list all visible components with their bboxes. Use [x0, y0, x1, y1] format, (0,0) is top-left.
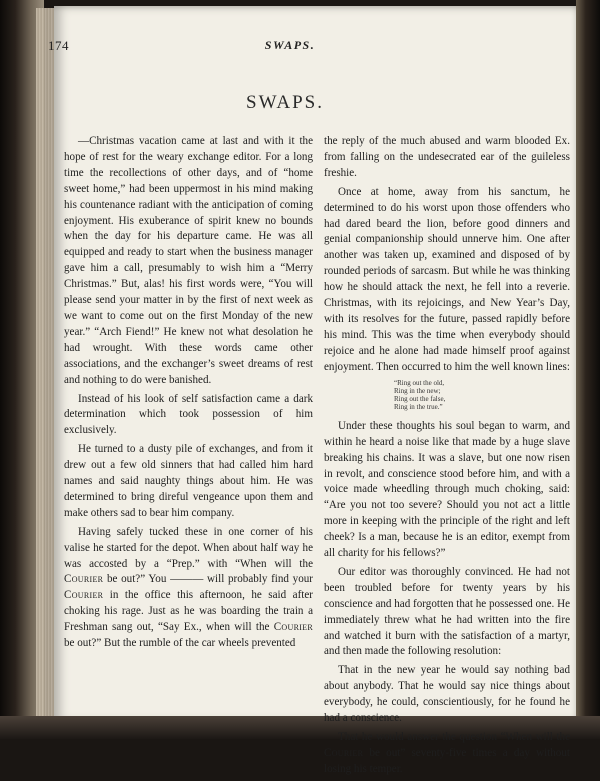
paragraph: Once at home, away from his sanctum, he determined to do his worst upon those offenders who had dared beard the lion, before good dinners and genial companionship should unnerve him. One after another was taken up, examined and disposed of by rounded periods of sarcasm. But while he was thinking how he should attack the next, he fell into a reverie. Christmas, with its rejoicings, and New Year’s Day, with its resolves for the future, passed rapidly before his mind. This was the time when everybody should rejoice and he alone had made himself proof against enjoyment. Then occurred to him the well known lines:: [324, 185, 570, 373]
verse-quote: [394, 379, 570, 412]
paragraph: Instead of his look of self satisfaction came a dark determination which took possession of him exclusively.: [64, 392, 313, 437]
paragraph: —Christmas vacation came at last and with it the hope of rest for the weary exchange editor. For a long time the recollections of other days, and of “home sweet home,” had been uppermost in his mind making his countenance radiant with the anticipation of coming enjoyment. His exuberance of spirit knew no bounds when the day for his departure came. He was all equipped and ready to start when the business manager gave him a call, presumably to wish him a “Merry Christmas.” But, alas! his first words were, “You will please send your matter in by the first of next week as we want to come out on the first Monday of the new year.” “Arch Fiend!” He knew not what desolation he had wrought. With these words came other associations, and the exchanger’s sweet dreams of rest and nothing to do were banished.: [64, 135, 313, 386]
paragraph: [64, 525, 313, 652]
text-run: be out?” You ——— will probably find your: [103, 573, 313, 586]
paragraph: [324, 730, 570, 778]
paragraph: Our editor was thoroughly convinced. He had not been troubled before for twenty years by his conscience and had forgotten that he possessed one. He immediately threw what he had written into the fire and watched it burn with the satisfaction of a martyr, and then made the following resolution:: [324, 565, 570, 658]
text-run: That he would answer the question “When will the: [338, 731, 570, 743]
verse-line: “Ring out the old,: [394, 378, 445, 387]
text-run: be out?” But the rumble of the car wheels prevented: [64, 637, 296, 650]
verse-line: Ring out the false,: [394, 395, 446, 404]
courier-name: Courier: [64, 589, 104, 602]
paragraph: the reply of the much abused and warm blooded Ex. from falling on the undesecrated ear of the guileless freshie.: [324, 135, 570, 179]
book-spine-right: [576, 0, 600, 739]
paragraph: Under these thoughts his soul began to warm, and within he heard a noise like that made by a huge slave breaking his chains. It was a slave, but one now risen in revolt, and conscience stood before him, and with a voice made wheedling through much choking, said: “Are you not too severe? Should you not act a little more in keeping with the principle of the right and left cheek? Is a man, because he is an editor, exempt from all charity for his fellows?”: [324, 419, 570, 560]
page-number: 174: [48, 38, 69, 53]
paragraph: He turned to a dusty pile of exchanges, and from it drew out a few old sinners that had called him hard names and said naughty things about him. He was determined to bring direful vengeance upon them and make others sad to bear him company.: [64, 443, 313, 519]
courier-name: Courier: [324, 746, 364, 759]
left-column: [64, 134, 313, 655]
text-run: in the office this afternoon, he said after choking his rage. Just as he was boarding the train a Freshman sang out, “Say Ex., when will the: [64, 589, 313, 634]
article-title: SWAPS.: [246, 92, 324, 113]
paragraph: That in the new year he would say nothing bad about anybody. That he would say nice things about everybody, he could, conscientiously, for he found he had a conscience.: [324, 664, 570, 725]
courier-name: Courier: [273, 621, 313, 634]
page-edges: [36, 8, 56, 723]
text-run: be out” seventy-five times a day without losing his temper.: [324, 746, 570, 775]
verse-line: Ring in the new;: [394, 386, 441, 395]
running-head: SWAPS.: [264, 38, 316, 52]
right-column: [324, 134, 570, 781]
text-run: Having safely tucked these in one corner of his valise he started for the depot. When about half way he was accosted by a “Prep.” with “When will the: [64, 525, 313, 570]
verse-line: Ring in the true.”: [394, 403, 443, 412]
courier-name: Courier: [64, 573, 104, 586]
